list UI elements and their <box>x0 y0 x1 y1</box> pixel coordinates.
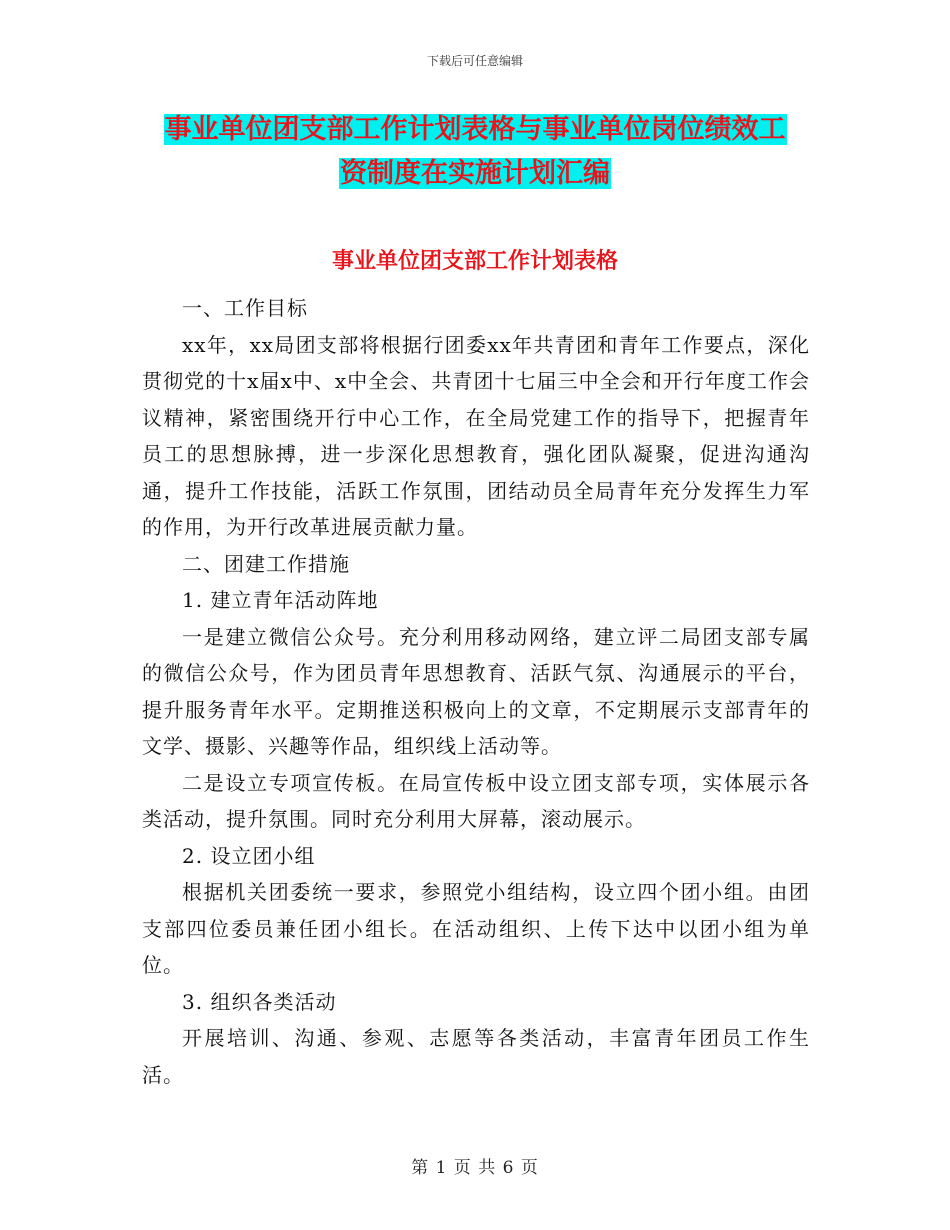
paragraph-groups: 根据机关团委统一要求，参照党小组结构，设立四个团小组。由团支部四位委员兼任团小组长。在活动组织、上传下达中以团小组为单位。 <box>142 880 810 977</box>
document-body <box>142 290 810 1093</box>
subheading-youth-base: 1. 建立青年活动阵地 <box>182 588 379 612</box>
heading-work-goals: 一、工作目标 <box>182 296 308 320</box>
paragraph-activities: 开展培训、沟通、参观、志愿等各类活动，丰富青年团员工作生活。 <box>142 1026 810 1087</box>
document-title-line-2-text: 资制度在实施计划汇编 <box>340 158 610 189</box>
section-heading: 事业单位团支部工作计划表格 <box>331 249 618 274</box>
document-title-line-1 <box>0 110 950 150</box>
header-note: 下载后可任意编辑 <box>426 54 523 68</box>
subheading-activities: 3. 组织各类活动 <box>182 989 337 1014</box>
document-title-line-1-text: 事业单位团支部工作计划表格与事业单位岗位绩效工 <box>164 114 786 145</box>
page-footer: 第 1 页 共 6 页 <box>411 1158 539 1178</box>
paragraph-board: 二是设立专项宣传板。在局宣传板中设立团支部专项，实体展示各类活动，提升氛围。同时充分利用大屏幕，滚动展示。 <box>142 770 810 831</box>
heading-measures: 二、团建工作措施 <box>182 551 350 576</box>
paragraph-goals: xx年，xx局团支部将根据行团委xx年共青团和青年工作要点，深化贯彻党的十x届x中、x中全会、共青团十七届三中全会和开行年度工作会议精神，紧密围绕开行中心工作，在全局党建工作的指导下，把握青年员工的思想脉搏，进一步深化思想教育，强化团队凝聚，促进沟通沟通，提升工作技能，活跃工作氛围，团结动员全局青年充分发挥生力军的作用，为开行改革进展贡献力量。 <box>142 332 810 539</box>
subheading-groups: 2. 设立团小组 <box>182 843 316 868</box>
document-title-line-2 <box>0 154 950 194</box>
paragraph-wechat: 一是建立微信公众号。充分利用移动网络，建立评二局团支部专属的微信公众号，作为团员青年思想教育、活跃气氛、沟通展示的平台，提升服务青年水平。定期推送积极向上的文章，不定期展示支部青年的文学、摄影、兴趣等作品，组织线上活动等。 <box>142 624 810 758</box>
